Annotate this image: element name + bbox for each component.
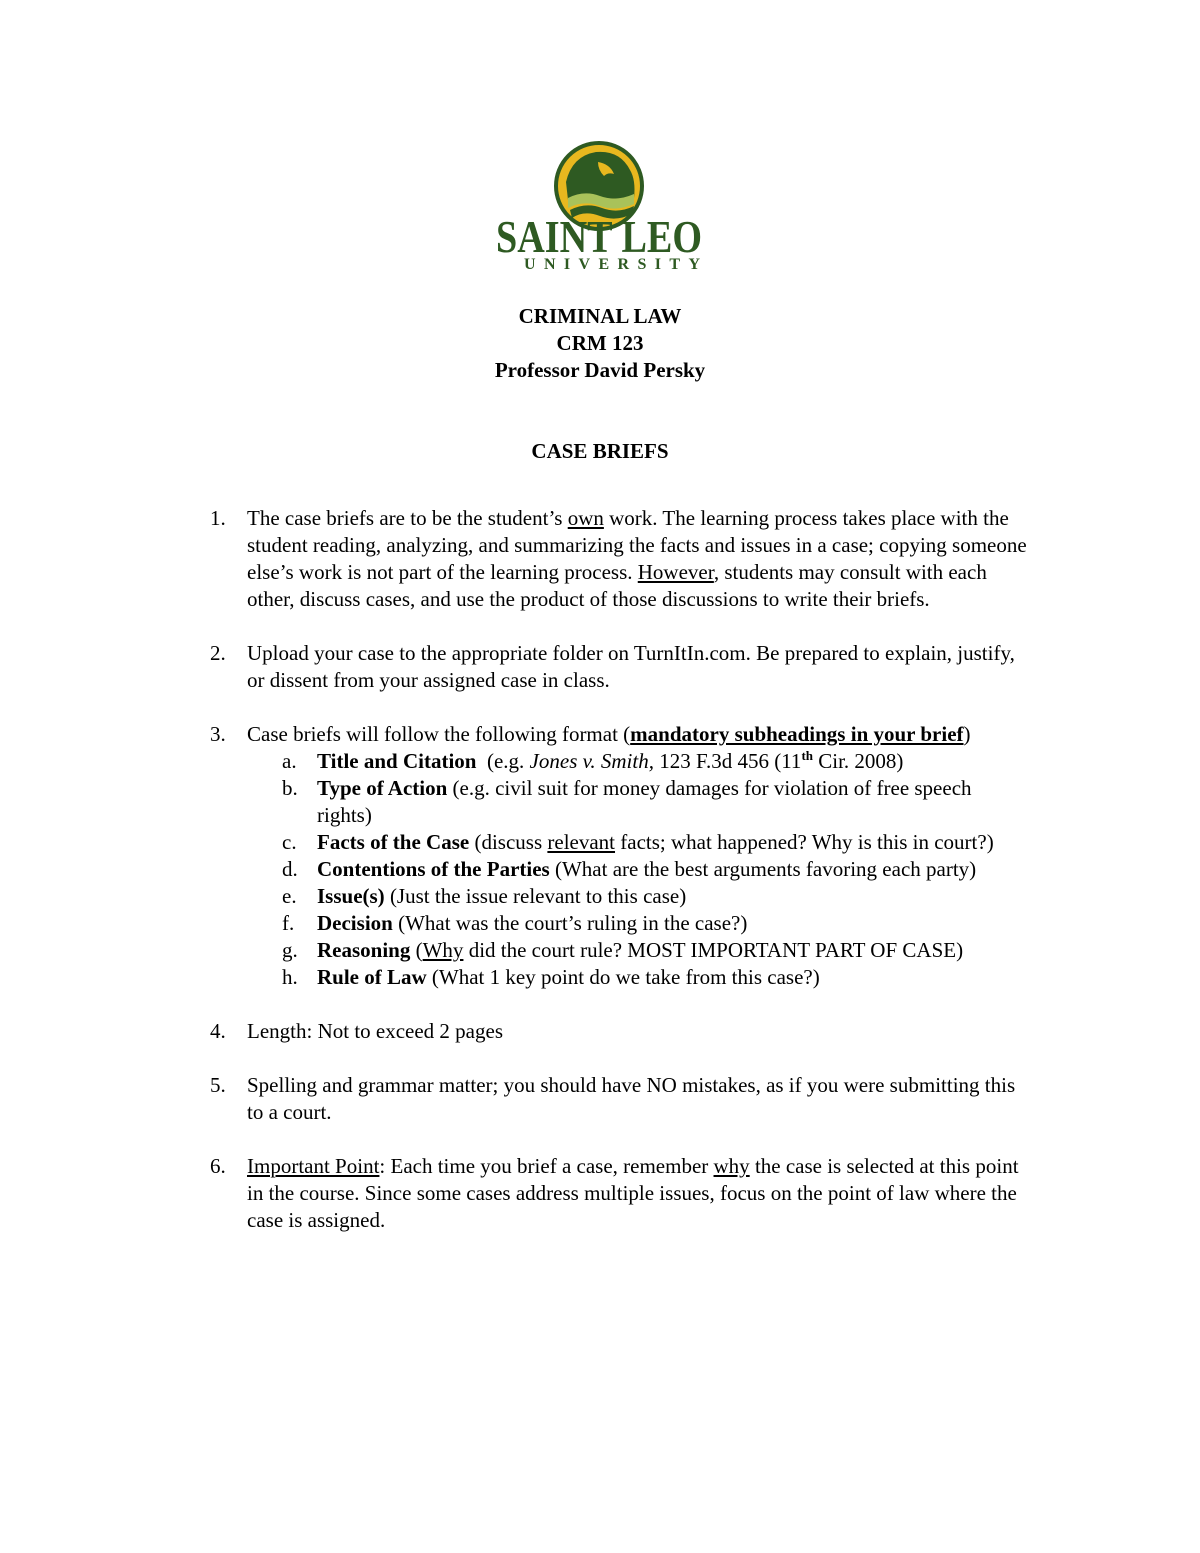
course-name: CRIMINAL LAW (518, 304, 682, 328)
sublist-item-h (200, 964, 1030, 991)
saint-leo-logo (488, 140, 710, 272)
item-number: 2. (210, 641, 226, 665)
bold-underlined-text: mandatory subheadings in your brief (630, 722, 964, 746)
subheading: Issue(s) (317, 884, 385, 908)
sub-letter: b. (282, 776, 298, 800)
lion-crest-icon (488, 140, 710, 272)
item-text: ) (963, 722, 971, 746)
underlined-text: why (713, 1154, 750, 1178)
sub-letter: e. (282, 884, 297, 908)
sub-text: Cir. 2008) (813, 749, 904, 773)
list-item-5 (200, 1072, 1030, 1126)
sub-text: facts; what happened? Why is this in court?) (615, 830, 994, 854)
professor-name: Professor David Persky (494, 358, 706, 382)
logo-text-main: SAINT LEO (496, 211, 702, 262)
sublist-item-g (200, 937, 1030, 964)
sublist-item-c (200, 829, 1030, 856)
sub-text: (What are the best arguments favoring each party) (549, 857, 977, 881)
sublist-item-f (200, 910, 1030, 937)
sub-letter: c. (282, 830, 297, 854)
sub-letter: h. (282, 965, 298, 989)
subheading: Title and Citation (317, 749, 477, 773)
sub-text: (What was the court’s ruling in the case?) (392, 911, 748, 935)
item-number: 5. (210, 1073, 226, 1097)
sub-letter: g. (282, 938, 298, 962)
item-text: Spelling and grammar matter; you should have NO mistakes, as if you were submitting this to a court. (247, 1073, 1016, 1124)
list-item-1 (200, 505, 1030, 613)
list-item-2 (200, 640, 1030, 694)
subheading: Facts of the Case (317, 830, 470, 854)
list-item-3 (200, 721, 1030, 748)
underlined-text: Important Point (247, 1154, 380, 1178)
sub-text: (e.g. civil suit for money damages for violation of free speech rights) (317, 776, 972, 827)
sublist-item-b (200, 775, 1030, 829)
sub-text: ( (410, 938, 423, 962)
underlined-text: However (637, 560, 714, 584)
subheading: Contentions of the Parties (317, 857, 550, 881)
item-text: the case is selected at this point in the course. Since some cases address multiple issues, focus on the point of law where the case is assigned. (247, 1154, 1019, 1232)
course-code: CRM 123 (556, 331, 644, 355)
subheading: Type of Action (317, 776, 448, 800)
sub-letter: a. (282, 749, 297, 773)
sub-text: did the court rule? MOST IMPORTANT PART OF CASE) (463, 938, 964, 962)
subheading: Decision (317, 911, 393, 935)
underlined-text: relevant (547, 830, 616, 854)
underlined-text: Why (422, 938, 464, 962)
item-number: 4. (210, 1019, 226, 1043)
item-number: 6. (210, 1154, 226, 1178)
item-text: : Each time you brief a case, remember (379, 1154, 714, 1178)
underlined-text: own (567, 506, 604, 530)
item-number: 3. (210, 722, 226, 746)
list-item-4 (200, 1018, 1030, 1045)
ordinal-suffix: th (801, 748, 813, 763)
sub-text: (What 1 key point do we take from this case?) (426, 965, 820, 989)
sub-letter: f. (282, 911, 295, 935)
item-text: The case briefs are to be the student’s (247, 506, 568, 530)
sublist-item-a (200, 748, 1030, 775)
case-name: Jones v. Smith, (529, 749, 654, 773)
sublist-item-e (200, 883, 1030, 910)
sub-letter: d. (282, 857, 298, 881)
item-text: Case briefs will follow the following format ( (247, 722, 631, 746)
item-text: , students may consult with each other, discuss cases, and use the product of those discussions to write their briefs. (247, 560, 987, 611)
sub-text: (e.g. (476, 749, 530, 773)
item-text: Length: Not to exceed 2 pages (247, 1019, 503, 1043)
sub-text: (Just the issue relevant to this case) (384, 884, 687, 908)
item-text: work. The learning process takes place with the student reading, analyzing, and summarizing the facts and issues in a case; copying someone else’s work is not part of the learning process. (247, 506, 1027, 584)
item-text: Upload your case to the appropriate folder on TurnItIn.com. Be prepared to explain, justify, or dissent from your assigned case in class. (247, 641, 1015, 692)
instructions-list (200, 505, 1030, 1261)
subheading: Rule of Law (317, 965, 427, 989)
sub-text: (discuss (469, 830, 548, 854)
sublist-item-d (200, 856, 1030, 883)
subheading: Reasoning (317, 938, 411, 962)
list-item-6 (200, 1153, 1030, 1234)
sub-text: 123 F.3d 456 (11 (653, 749, 802, 773)
logo-text-sub: UNIVERSITY (524, 256, 700, 272)
course-header (0, 303, 1200, 384)
item-number: 1. (210, 506, 226, 530)
section-title: CASE BRIEFS (531, 439, 669, 463)
format-sublist (200, 748, 1030, 991)
